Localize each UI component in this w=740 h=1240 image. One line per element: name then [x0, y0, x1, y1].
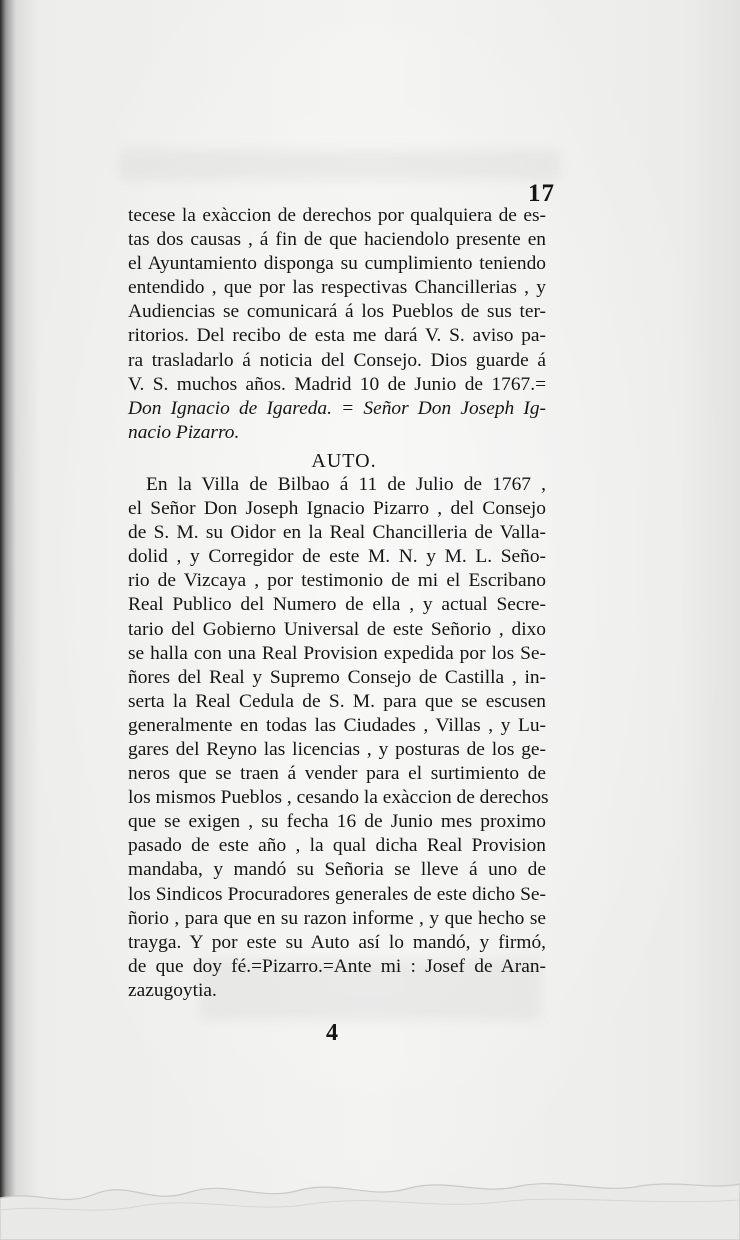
text-line: mandaba, y mandó su Señoria se lleve á uno de	[128, 859, 546, 881]
text-line: pasado de este año , la qual dicha Real Provision	[128, 835, 546, 857]
text-line: ritorios. Del recibo de esta me dará V. S. aviso pa-	[128, 325, 546, 347]
text-line: En la Villa de Bilbao á 11 de Julio de 1767 ,	[146, 473, 546, 495]
text-line: se halla con una Real Provision expedida por los Se-	[128, 642, 546, 664]
text-line: gares del Reyno las licencias , y posturas de los ge-	[128, 738, 546, 760]
text-line: Real Publico del Numero de ella , y actual Secre-	[128, 594, 546, 616]
text-line: de S. M. su Oidor en la Real Chancilleria de Valla-	[128, 522, 546, 544]
signature-mark: 4	[326, 1020, 338, 1046]
page-number: 17	[528, 180, 555, 207]
text-block	[128, 204, 549, 1003]
text-line: los mismos Pueblos , cesando la exàccion de derechos	[128, 787, 549, 809]
text-line: tario del Gobierno Universal de este Señorio , dixo	[128, 618, 546, 640]
text-line: el Ayuntamiento disponga su cumplimiento teniendo	[128, 253, 546, 275]
text-line-signatures: nacio Pizarro.	[128, 421, 240, 443]
text-line: serta la Real Cedula de S. M. para que se escusen	[128, 690, 546, 712]
text-line: zazugoytia.	[128, 979, 217, 1001]
text-line: Audiencias se comunicará á los Pueblos de sus ter-	[128, 301, 546, 323]
text-line: que se exigen , su fecha 16 de Junio mes proximo	[128, 811, 546, 833]
text-line: ñores del Real y Supremo Consejo de Castilla , in-	[128, 666, 546, 688]
text-line: entendido , que por las respectivas Chancillerias , y	[128, 277, 546, 299]
text-line: los Sindicos Procuradores generales de este dicho Se-	[128, 883, 546, 905]
text-line: trayga. Y por este su Auto así lo mandó, y firmó,	[128, 931, 546, 953]
text-line: ñorio , para que en su razon informe , y que hecho se	[128, 907, 546, 929]
text-line-signatures: Don Ignacio de Igareda. = Señor Don Joseph Ig-	[128, 397, 546, 419]
text-line: de que doy fé.=Pizarro.=Ante mi : Josef de Aran-	[128, 955, 546, 977]
text-line: V. S. muchos años. Madrid 10 de Junio de 1767.=	[128, 373, 546, 395]
text-line: neros que se traen á vender para el surtimiento de	[128, 763, 546, 785]
text-line: el Señor Don Joseph Ignacio Pizarro , del Consejo	[128, 498, 546, 520]
ink-bleed-through	[120, 150, 560, 180]
text-line: rio de Vizcaya , por testimonio de mi el Escribano	[128, 570, 546, 592]
text-line: dolid , y Corregidor de este M. N. y M. L. Seño-	[128, 546, 546, 568]
section-heading: AUTO.	[311, 449, 377, 472]
text-line: generalmente en todas las Ciudades , Villas , y Lu-	[128, 714, 546, 736]
text-line: ra trasladarlo á noticia del Consejo. Dios guarde á	[128, 349, 546, 371]
torn-paper-edge	[0, 1150, 740, 1240]
text-line: tecese la exàccion de derechos por qualquiera de es-	[128, 205, 546, 226]
text-line: tas dos causas , á fin de que haciendolo presente en	[128, 229, 546, 251]
